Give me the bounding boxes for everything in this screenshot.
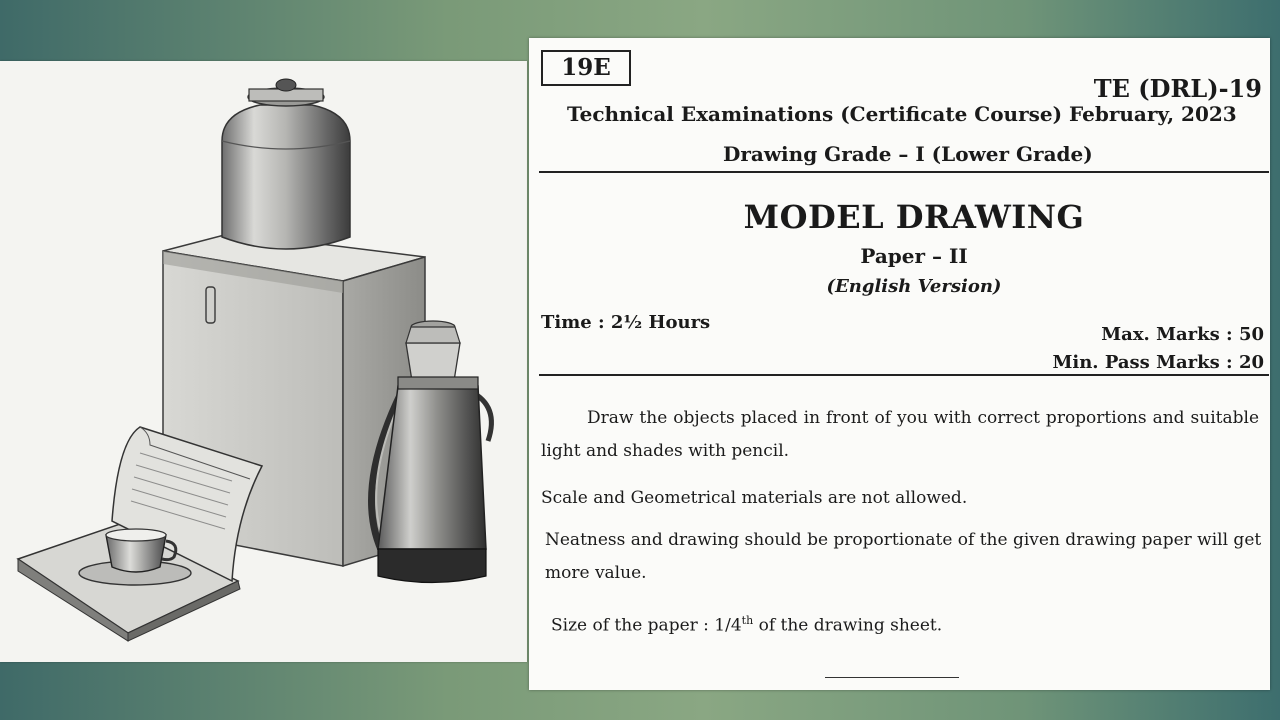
subject-code: TE (DRL)-19	[1093, 74, 1262, 103]
paper-size-sup: th	[741, 614, 754, 627]
end-of-paper-line	[825, 677, 959, 678]
language-version: (English Version)	[826, 276, 1002, 297]
still-life-drawing-panel	[0, 61, 527, 662]
exam-paper	[529, 38, 1270, 690]
instruction-item: Neatness and drawing should be proportionate of the given drawing paper will get more value.	[545, 530, 1262, 583]
main-title: MODEL DRAWING	[743, 198, 1085, 236]
paper-number: Paper – II	[860, 244, 968, 268]
header-divider	[539, 171, 1269, 173]
paper-size-prefix: Size of the paper : 1/4	[551, 615, 742, 636]
marks-divider	[539, 374, 1269, 376]
paper-size-instruction	[551, 604, 1269, 643]
instruction-item: Draw the objects placed in front of you with correct proportions and suitable light and shades with pencil.	[541, 408, 1259, 461]
jar-object	[222, 79, 350, 249]
max-marks: Max. Marks : 50	[1101, 324, 1264, 345]
time-allowed: Time : 2½ Hours	[541, 312, 711, 333]
instruction-item: Scale and Geometrical materials are not allowed.	[541, 488, 968, 508]
min-pass-marks: Min. Pass Marks : 20	[1052, 352, 1264, 373]
paper-size-suffix: of the drawing sheet.	[753, 615, 943, 636]
exam-title: Technical Examinations (Certificate Course) February, 2023	[567, 102, 1237, 126]
still-life-drawing	[0, 61, 527, 662]
paper-code-box: 19E	[541, 50, 631, 86]
grade-title: Drawing Grade – I (Lower Grade)	[723, 142, 1093, 166]
